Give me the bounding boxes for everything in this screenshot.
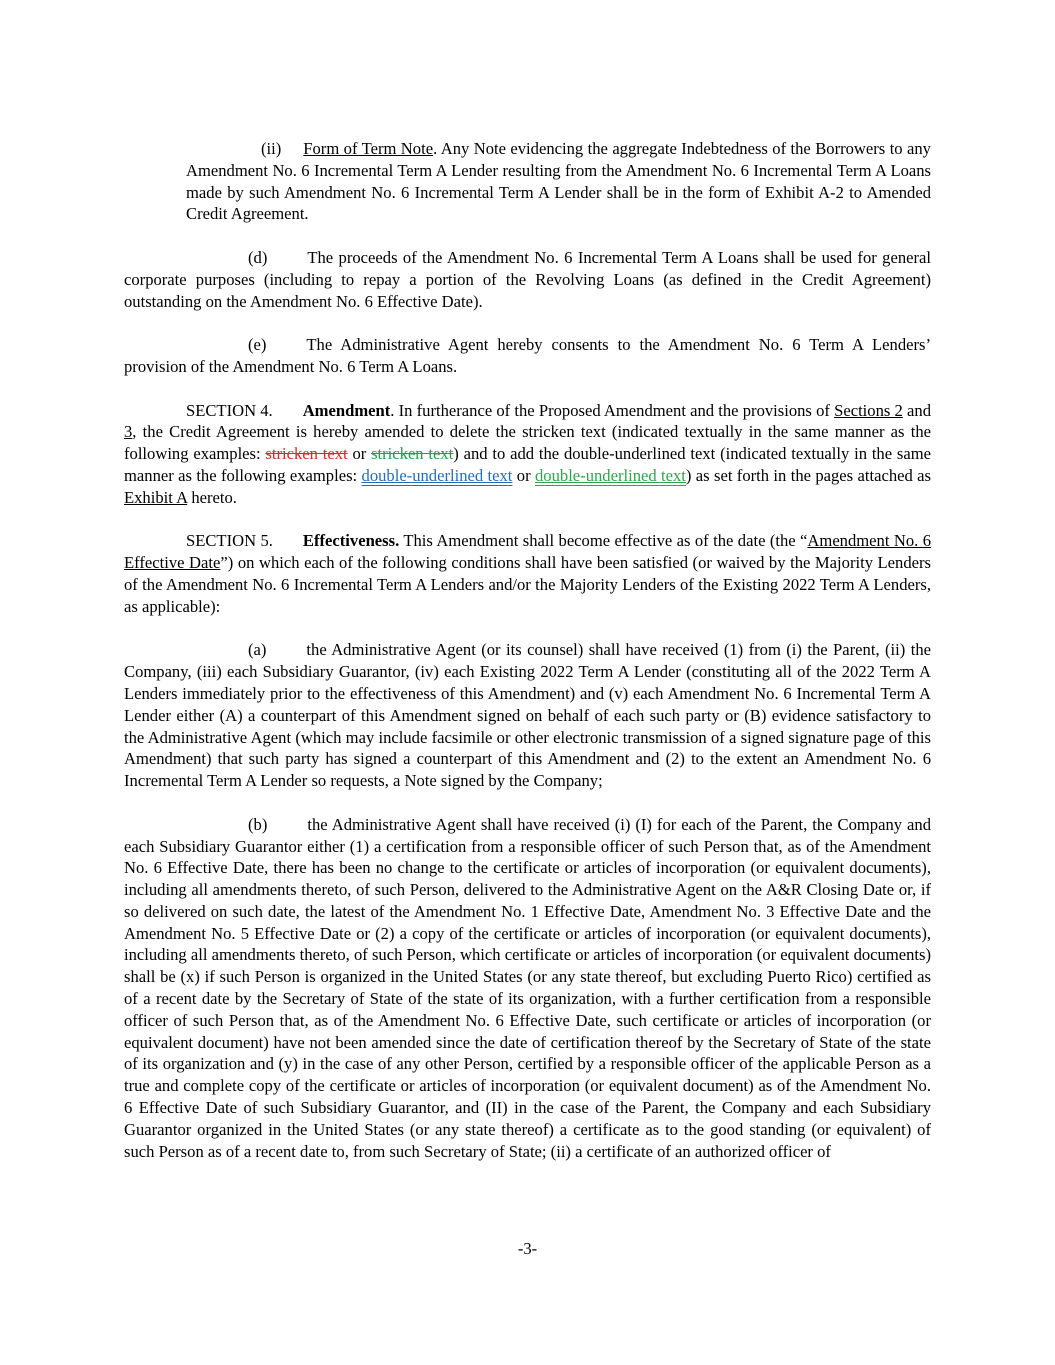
paragraph-proceeds: [124, 247, 931, 312]
clause-number: (e): [248, 335, 267, 355]
section-title: Amendment: [302, 400, 391, 420]
section-label: SECTION 4.: [186, 400, 273, 420]
page-number: -3-: [517, 1239, 538, 1258]
clause-number: (ii): [261, 139, 282, 158]
clause-text: Any Note evidencing the aggregate Indebtedness of the Borrowers to any Amendment No. 6 Incremental Term A Lender resulting from the Amendment No. 6 Incremental Term A Loans made by such Amendment No. 6 Incremental Term A Lender shall be in the form of Exhibit A-2 to Amended Credit Agreement.: [186, 139, 931, 224]
double-underlined-example-blue: double-underlined text: [361, 465, 513, 485]
section-5-effectiveness: SECTION 5. Effectiveness. This Amendment shall become effective as of the date (the “Amendment No. 6 Effective Date”) on which each of the following conditions shall have been satisfied (or waived by the Majority Lenders of the Amendment No. 6 Incremental Term A Lenders and/or the Majority Lenders of the Existing 2022 Term A Lenders, as applicable):: [124, 531, 931, 616]
section-title: Effectiveness.: [302, 531, 400, 551]
clause-heading: Form of Term Note: [303, 139, 434, 158]
sections-reference-link: Sections 2: [834, 400, 903, 420]
document-body: [124, 138, 931, 1184]
double-underlined-example-green: double-underlined text: [535, 465, 686, 485]
condition-b: [124, 814, 931, 1163]
section-3-reference-link: 3: [124, 422, 133, 442]
stricken-example-green: stricken text: [371, 444, 454, 464]
clause-text: the Administrative Agent shall have received (i) (I) for each of the Parent, the Company and each Subsidiary Guarantor either (1) a certification from a responsible officer of such Person that, as of the Amendment No. 6 Effective Date, there has been no change to the certificate or articles of incorporation (or equivalent documents), including all amendments thereto, of such Person, delivered to the Administrative Agent on the A&R Closing Date or, if so delivered on such date, the latest of the Amendment No. 1 Effective Date, Amendment No. 3 Effective Date and the Amendment No. 5 Effective Date or (2) a copy of the certificate or articles of incorporation (or equivalent documents), including all amendments thereto, of such Person, which certificate or articles of incorporation (or equivalent documents) shall be (x) if such Person is organized in the United States (or any state thereof, but excluding Puerto Rico) certified as of a recent date by the Secretary of State of the state of its organization, with a further certification from a responsible officer of such Person that, as of the Amendment No. 6 Effective Date, such certificate or articles of incorporation (or equivalent document) have not been amended since the date of certification thereof by the Secretary of State of the state of its organization and (y) in the case of any other Person, certified by a responsible officer of the applicable Person as a true and complete copy of the certificate or articles of incorporation (or equivalent document) as of the Amendment No. 6 Effective Date of such Subsidiary Guarantor, and (II) in the case of the Parent, the Company and each Subsidiary Guarantor organized in the United States (or any state thereof) a certificate as to the good standing (or equivalent) of such Person as of a recent date to, from such Secretary of State; (ii) a certificate of an authorized officer of: [124, 814, 931, 1161]
stricken-example-red: stricken text: [265, 444, 348, 464]
clause-number: (d): [248, 247, 268, 267]
paragraph-form-of-term-note: (ii) Form of Term Note. Any Note evidencing the aggregate Indebtedness of the Borrowers to any Amendment No. 6 Incremental Term A Lender resulting from the Amendment No. 6 Incremental Term A Loans made by such Amendment No. 6 Incremental Term A Lender shall be in the form of Exhibit A-2 to Amended Credit Agreement.: [186, 139, 931, 224]
clause-number: (b): [248, 814, 268, 834]
clause-text: the Administrative Agent (or its counsel) shall have received (1) from (i) the Parent, (ii) the Company, (iii) each Subsidiary Guarantor, (iv) each Existing 2022 Term A Lender (constituting all of the 2022 Term A Lenders immediately prior to the effectiveness of this Amendment) and (v) each Amendment No. 6 Incremental Term A Lender either (A) a counterpart of this Amendment signed on behalf of each such party or (B) evidence satisfactory to the Administrative Agent (which may include facsimile or other electronic transmission of a signed signature page of this Amendment) that such party has signed a counterpart of this Amendment and (2) to the extent an Amendment No. 6 Incremental Term A Lender so requests, a Note signed by the Company;: [124, 640, 931, 791]
exhibit-a-reference: Exhibit A: [124, 487, 188, 507]
section-label: SECTION 5.: [186, 531, 273, 551]
paragraph-consent: [124, 334, 931, 378]
clause-text: The proceeds of the Amendment No. 6 Incremental Term A Loans shall be used for general corporate purposes (including to repay a portion of the Revolving Loans (as defined in the Credit Agreement) outstanding on the Amendment No. 6 Effective Date).: [124, 247, 931, 311]
section-4-amendment: SECTION 4. Amendment. In furtherance of the Proposed Amendment and the provisions of Sections 2 and 3, the Credit Agreement is hereby amended to delete the stricken text (indicated textually in the same manner as the following examples: stricken text or stricken text) and to add the double-underlined text (indicated textually in the same manner as the following examples: double-underlined text or double-underlined text) as set forth in the pages attached as Exhibit A hereto.: [124, 400, 931, 507]
defined-term: Amendment No. 6 Effective Date: [124, 531, 931, 573]
clause-text: The Administrative Agent hereby consents to the Amendment No. 6 Term A Lenders’ provision of the Amendment No. 6 Term A Loans.: [124, 335, 931, 376]
clause-number: (a): [248, 640, 267, 660]
condition-a: [124, 639, 931, 792]
